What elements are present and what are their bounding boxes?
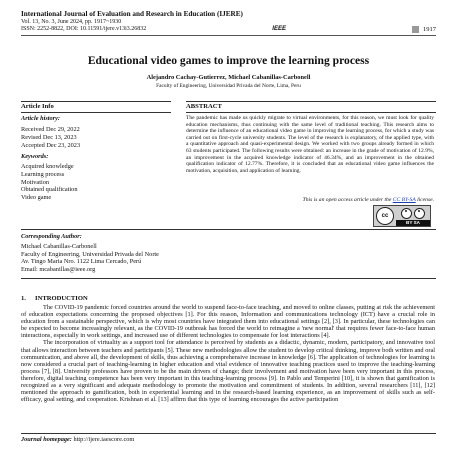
history-revised: Revised Dec 13, 2023 (21, 133, 77, 141)
keyword-item: Acquired knowledge (21, 163, 74, 170)
history-accepted: Accepted Dec 23, 2023 (21, 141, 81, 149)
author-name: Michael Cabanillas-Carbonell (21, 243, 97, 250)
author-email[interactable]: Email: mcabanillas@ieee.org (21, 265, 96, 273)
article-history-list (21, 126, 80, 149)
open-access-statement: This is an open access article under the CC BY-SA license. (302, 197, 434, 203)
abstract-text: The pandemic has made us quickly migrate to virtual environments, for this reason, we must look for quality education mechanisms, thus continuing with the same level of traditional teaching. This research aims to determine the influence of an educational video game in improving the learning process, for which a study was carried out on first-cycle university students. The level of the research is explanatory, of the applied type, with a quantitative approach and quasi-experimental design. We worked with two groups already formed in which 63 students participated. The following results were obtained: an increase in the grade of motivation of 12.9%, an improvement in the acquired knowledge indicator of 46.34%, and an improvement in the obtained qualification indicator of 12.77%. Therefore, it is concluded that an educational video game influences the motivation, acquisition, and application of learning. (186, 115, 434, 174)
info-box-bottom-rule (21, 229, 436, 230)
author-faculty: Faculty of Engineering, Universidad Privada del Norte (21, 250, 159, 258)
journal-issn-doi: ISSN: 2252-8822, DOI: 10.11591/ijere.v13i3.26832 (21, 26, 147, 33)
abstract-top-rule (186, 101, 436, 102)
keywords-list (21, 163, 77, 202)
keyword-item: Video game (21, 194, 52, 202)
introduction-body (21, 304, 435, 403)
journal-header (21, 10, 436, 34)
corresponding-bottom-rule (21, 278, 436, 279)
abstract-heading: ABSTRACT (186, 103, 222, 110)
abstract-sub-rule (186, 112, 436, 113)
header-divider (21, 35, 436, 36)
section-heading-introduction: 1. INTRODUCTION (21, 295, 88, 302)
footer-divider (21, 433, 436, 434)
corresponding-author-label: Corresponding Author: (21, 233, 82, 240)
publisher-logo: IEEE (272, 26, 286, 33)
article-info-top-rule (21, 101, 171, 102)
article-info-sub-rule (21, 112, 171, 113)
article-history-label: Article history: (21, 115, 61, 122)
keyword-item: Motivation (21, 178, 49, 186)
cc-logo-icon: cc (376, 207, 394, 225)
paper-affiliation: Faculty of Engineering, Universidad Privada del Norte, Lima, Peru (156, 83, 301, 89)
body-paragraph: The COVID-19 pandemic forced countries around the world to suspend face-to-face teaching, and moved to online classes, putting at risk the achievement of education expectations concerning the proposed objectives [1]. For this reason, Information and communications technology (ICT) have a crucial role in education from a sustainable perspective, which is why most countries have integrated them into educational settings [2], [3]. In particular, these technologies can be expected to become increasingly relevant, as the COVID-19 outbreak has forced the world to reimagine a 'new normal' that requires fewer face-to-face human interactions, especially in work settings, and increased use of different technologies to compensate for lost interactions [4]. (21, 304, 435, 340)
cc-by-label: BY SA (396, 220, 430, 226)
journal-homepage: Journal homepage: http://ijere.iaescore.com (21, 436, 135, 443)
author-address: Av. Tingo Maria Nro. 1122 Lima Cercado, Perú (21, 258, 142, 266)
license-link[interactable]: CC BY-SA (392, 197, 416, 203)
journal-name: International Journal of Evaluation and Research in Education (IJERE) (21, 10, 243, 18)
attribution-icon (401, 208, 412, 219)
share-alike-icon (414, 208, 425, 219)
cc-license-badge[interactable] (373, 205, 431, 227)
keyword-item: Learning process (21, 170, 65, 178)
homepage-link[interactable]: http://ijere.iaescore.com (71, 436, 135, 443)
body-paragraph: The incorporation of virtuality as a support tool for attendance is perceived by students as a didactic, dynamic, modern, participatory, and innovative tool that allows interaction between teachers and participants [5]. These new methodologies allow the student to develop critical thinking, improve both written and oral communication, and above all, the development of skills, thus achieving a comprehensive increase in knowledge [6]. The application of technologies for learning is now considered a crucial part of teaching-learning in higher education and vital evidence of innovative teaching practices used to improve the teaching-learning process [7], [8]. University professors have proven to be the main drivers of change; their involvement and motivation have been very important in this process, therefore, digital teaching competence has been very important in this teaching-learning process [9]. In Pablo and Temperini [10], it is shown that gamification is recognized as a very significant and adequate methodology to promote the motivation and commitment of students. In addition, several researchers [11], [12] mentioned the approach to gamification, both in experiential learning and in the research-based learning experience, as an improvement of skills such as self-efficacy, goal setting, and cooperation. Krishnan et al. [13] affirm that this type of learning encourages the active participation (21, 339, 435, 404)
paper-title: Educational video games to improve the learning process (87, 54, 370, 67)
history-received: Received Dec 29, 2022 (21, 126, 80, 133)
corresponding-author-block (21, 243, 221, 273)
keyword-item: Obtained qualification (21, 186, 78, 194)
paper-authors: Alejandro Cachay-Gutierrez, Michael Cabanillas-Carbonell (146, 74, 311, 81)
page-marker-icon (412, 26, 419, 33)
journal-volume: Vol. 13, No. 3, June 2024, pp. 1917~1930 (21, 18, 122, 25)
keywords-label: Keywords: (21, 153, 49, 160)
article-info-heading: Article Info (21, 103, 54, 110)
page-number: 1917 (423, 26, 436, 34)
